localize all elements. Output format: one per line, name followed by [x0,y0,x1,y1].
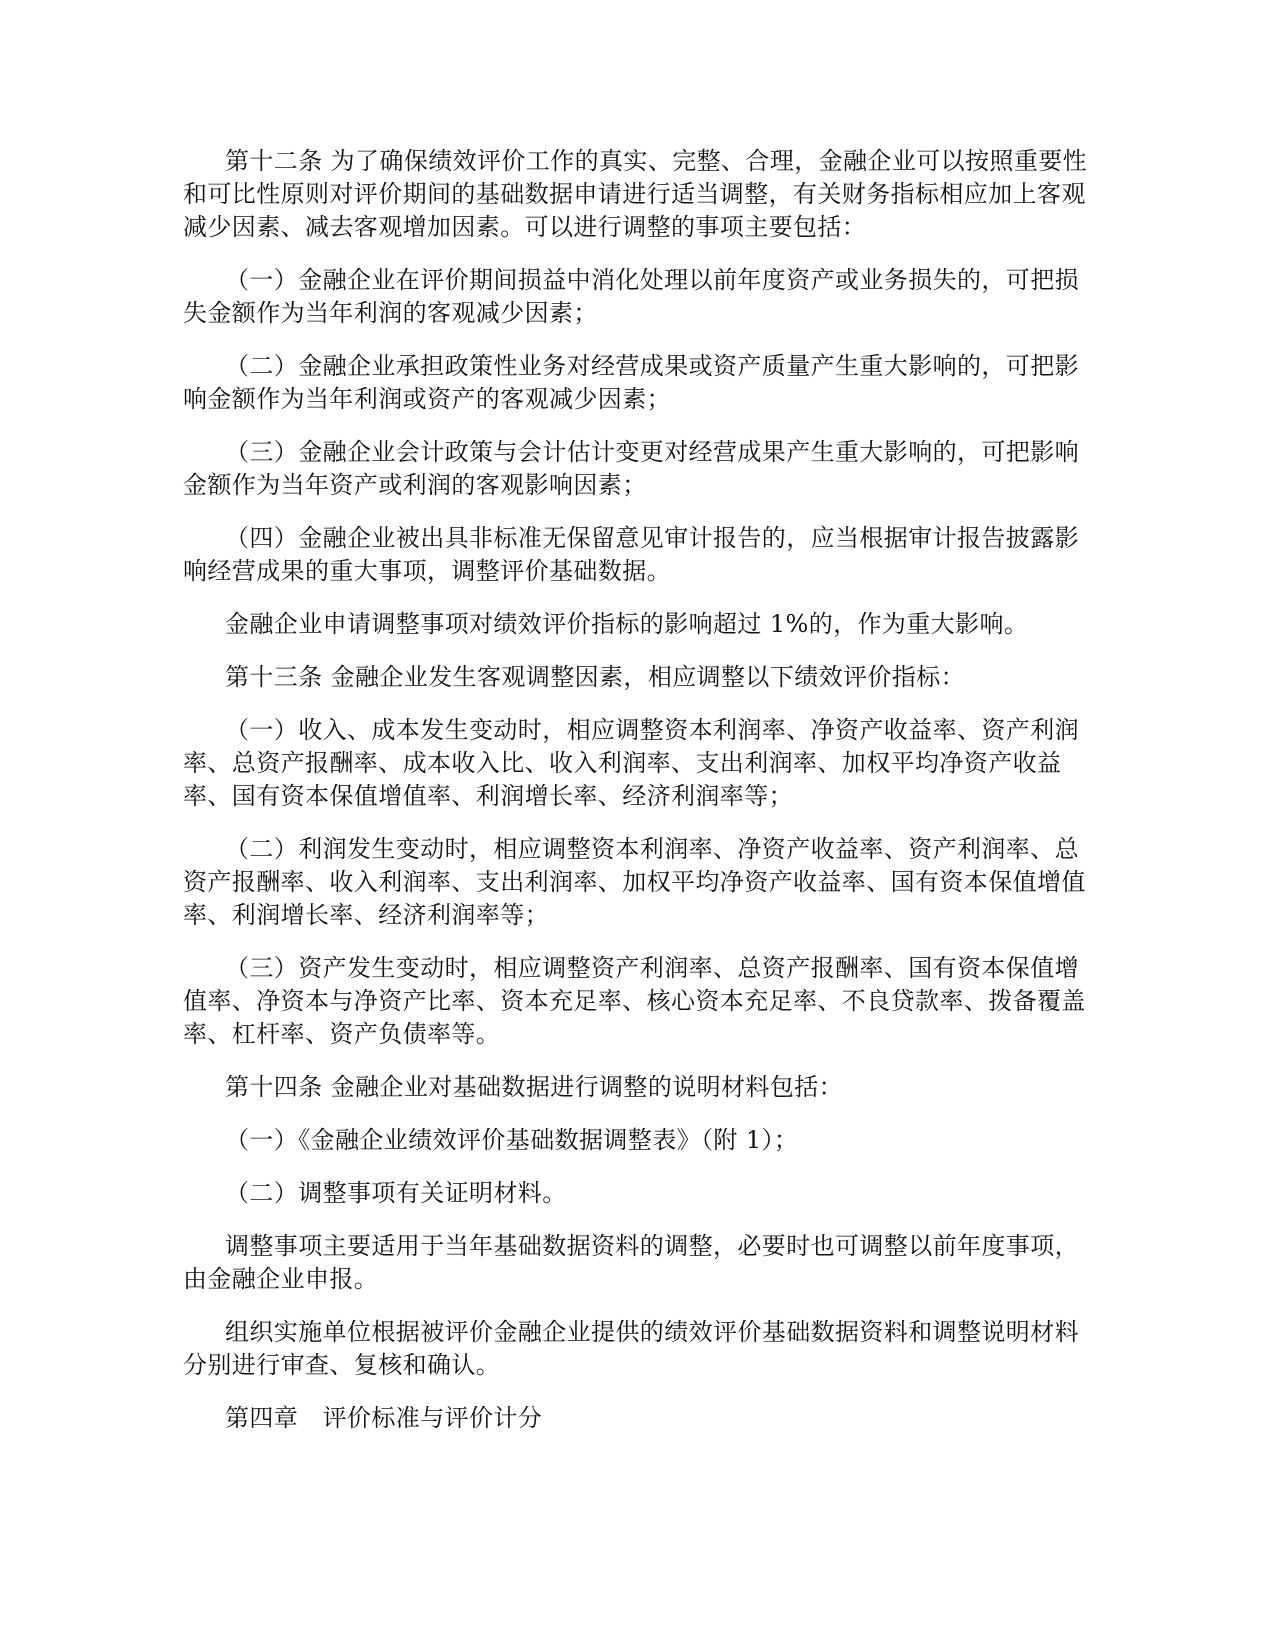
major-impact-definition: 金融企业申请调整事项对绩效评价指标的影响超过 1%的，作为重大影响。 [225,610,1029,638]
article-12-item-4: （四）金融企业被出具非标准无保留意见审计报告的，应当根据审计报告披露影响经营成果的重大事项，调整评价基础数据。 [183,524,1079,585]
article-13-item-2: （二）利润发生变动时，相应调整资本利润率、净资产收益率、资产利润率、总资产报酬率、收入利润率、支出利润率、加权平均净资产收益率、国有资本保值增值率、利润增长率、经济利润率等； [183,835,1086,929]
article-14-item-2: （二）调整事项有关证明材料。 [225,1179,567,1207]
article-12-paragraph: 第十二条 为了确保绩效评价工作的真实、完整、合理，金融企业可以按照重要性和可比性原则对评价期间的基础数据申请进行适当调整，有关财务指标相应加上客观减少因素、减去客观增加因素。可以进行调整的事项主要包括： [183,147,1088,241]
article-13-item-3: （三）资产发生变动时，相应调整资产利润率、总资产报酬率、国有资本保值增值率、净资本与净资产比率、资本充足率、核心资本充足率、不良贷款率、拨备覆盖率、杠杆率、资产负债率等。 [183,954,1086,1048]
adjustment-scope-paragraph: 调整事项主要适用于当年基础数据资料的调整，必要时也可调整以前年度事项，由金融企业申报。 [183,1232,1079,1293]
article-14-paragraph: 第十四条 金融企业对基础数据进行调整的说明材料包括： [225,1073,844,1101]
review-confirmation-paragraph: 组织实施单位根据被评价金融企业提供的绩效评价基础数据资料和调整说明材料分别进行审查、复核和确认。 [183,1318,1079,1379]
chapter-4-heading: 第四章 评价标准与评价计分 [225,1404,543,1432]
article-14-item-1: （一）《金融企业绩效评价基础数据调整表》（附 1）； [225,1126,799,1154]
article-13-item-1: （一）收入、成本发生变动时，相应调整资本利润率、净资产收益率、资产利润率、总资产报酬率、成本收入比、收入利润率、支出利润率、加权平均净资产收益率、国有资本保值增值率、利润增长率、经济利润率等； [183,716,1079,810]
article-12-item-3: （三）金融企业会计政策与会计估计变更对经营成果产生重大影响的，可把影响金额作为当年资产或利润的客观影响因素； [183,438,1079,499]
article-12-item-1: （一）金融企业在评价期间损益中消化处理以前年度资产或业务损失的，可把损失金额作为当年利润的客观减少因素； [183,266,1079,327]
article-13-paragraph: 第十三条 金融企业发生客观调整因素，相应调整以下绩效评价指标： [225,663,966,691]
article-12-item-2: （二）金融企业承担政策性业务对经营成果或资产质量产生重大影响的，可把影响金额作为当年利润或资产的客观减少因素； [183,352,1079,413]
document-body [183,145,1091,1435]
